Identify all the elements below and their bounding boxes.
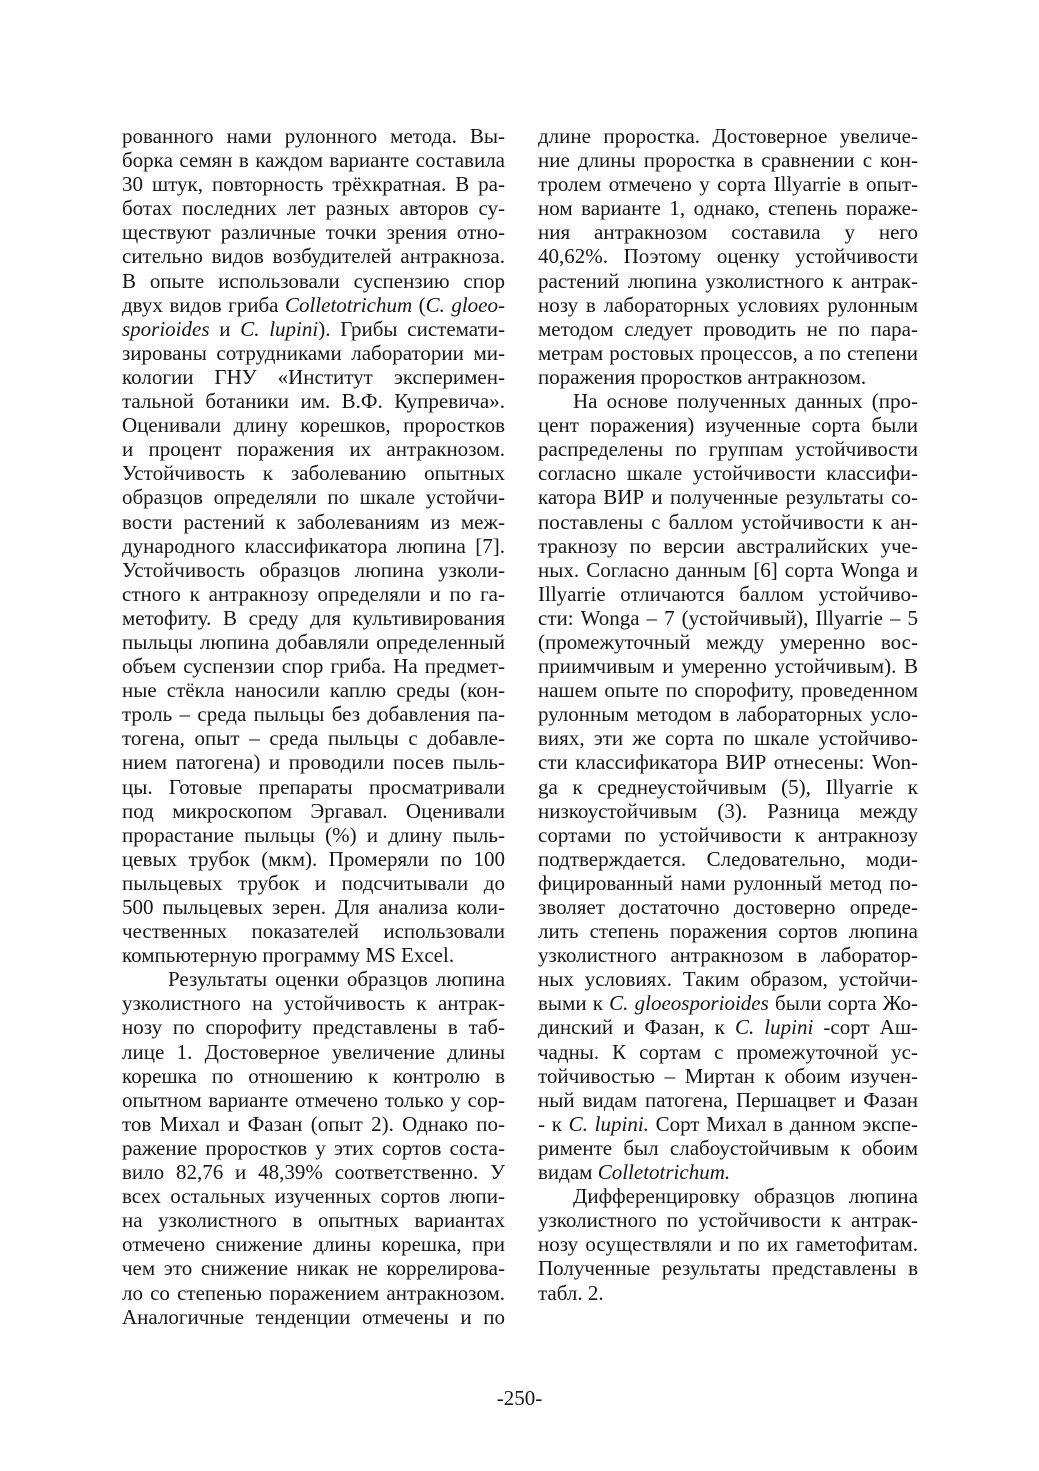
text-line [122,534,505,558]
text-line [122,606,505,630]
text-line [538,293,918,317]
text-line [538,1015,918,1039]
text-line [538,510,918,534]
text-line [122,1305,505,1329]
line-text: метофиту. В среду для культивирования [122,605,505,630]
line-text: Аналогичные тенденции отмечены и по [122,1304,505,1329]
text-line [122,991,505,1015]
line-text: узколистного антракнозом в лаборатор- [538,943,918,968]
line-text: узколистного на устойчивость к антрак- [122,991,505,1016]
italic-term: sporioides [122,316,210,341]
italic-term: Colletotrichum. [597,1160,731,1185]
text-line [122,1184,505,1208]
line-text: поражения проростков антракнозом. [538,364,867,389]
text-line [122,220,505,244]
text-line [122,148,505,172]
line-text: приимчивым и умеренно устойчивым). В [538,654,918,679]
text-fragment: - к [538,1111,569,1136]
line-text: согласно шкале устойчивости классифи- [538,461,918,486]
line-text: лице 1. Достоверное увеличение длины [122,1039,505,1064]
line-text: ло со степенью поражением антракнозом. [122,1280,505,1305]
text-line [538,196,918,220]
text-line [122,510,505,534]
line-text: длине проростка. Достоверное увеличе- [538,124,918,148]
line-text: 500 пыльцевых зерен. Для анализа коли- [122,895,505,919]
line-text: чем это снижение никак не коррелирова- [122,1256,505,1281]
line-text: ния антракнозом составила у него [538,220,918,245]
text-line [122,823,505,847]
line-text: рулонным методом в лабораторных усло- [538,702,918,727]
text-line [122,1281,505,1305]
line-text: ный видам патогена, Першацвет и Фазан [538,1087,918,1112]
text-line [122,244,505,268]
text-line [538,558,918,582]
paragraph-first-line [538,389,918,413]
text-line [122,1256,505,1280]
italic-term: C. lupini [240,316,319,341]
line-text: подтверждается. Следовательно, моди- [538,846,918,871]
line-text: тролем отмечено у сорта Illyarrie в опыт- [538,172,918,197]
text-line [122,317,505,341]
line-text: 40,62%. Поэтому оценку устойчивости [538,244,918,269]
paragraph-last-line [538,1160,918,1184]
line-text: растений люпина узколистного к антрак- [538,268,918,293]
line-text [538,1160,730,1184]
text-line [538,775,918,799]
line-text: тальной ботаники им. В.Ф. Купревича». [122,389,505,414]
line-text: табл. 2. [538,1280,604,1305]
line-text: нозу по спорофиту представлены в таб- [122,1015,505,1040]
text-line [538,919,918,943]
line-text: чадны. К сортам с промежуточной ус- [538,1039,918,1064]
text-line [538,148,918,172]
text-fragment: были сорта Жо- [768,991,918,1016]
text-line [122,895,505,919]
page-number: -250- [496,1386,543,1410]
text-line [122,196,505,220]
text-line [122,172,505,196]
text-line [122,1208,505,1232]
text-line [122,582,505,606]
line-text: Устойчивость к заболеванию опытных [122,461,505,486]
text-line [122,413,505,437]
text-line [538,582,918,606]
line-text: образцов определяли по шкале устойчи- [122,485,505,510]
text-line [122,775,505,799]
text-line [538,1088,918,1112]
italic-term: C. lupini. [568,1111,649,1136]
text-line [538,991,918,1015]
text-fragment: Сорт Михал в данном экспе- [648,1111,918,1136]
text-line [122,293,505,317]
line-text: поставлены с баллом устойчивости к ан- [538,509,918,534]
line-text: объем суспензии спор гриба. На предмет- [122,654,505,679]
line-text: опытном варианте отмечено только у сор- [122,1087,505,1112]
text-line [538,172,918,196]
text-line [122,630,505,654]
text-line [122,799,505,823]
paragraph-last-line [122,943,505,967]
line-text: Устойчивость образцов люпина узколи- [122,557,505,582]
text-fragment: ( [412,292,426,317]
line-text: метрам ростовых процессов, а по степени [538,340,918,365]
text-line [538,895,918,919]
line-text [538,991,918,1015]
line-text: ботах последних лет разных авторов су- [122,196,505,221]
text-line [122,341,505,365]
text-line [122,1064,505,1088]
line-text [122,317,505,341]
text-line [122,485,505,509]
text-line [122,1232,505,1256]
text-fragment: видам [538,1160,598,1185]
text-line [538,485,918,509]
text-line [538,823,918,847]
line-text: виях, эти же сорта по шкале устойчиво- [538,726,918,751]
line-text: и процент поражения их антракнозом. [122,437,505,462]
line-text: катора ВИР и полученные результаты со- [538,485,918,510]
text-line [538,750,918,774]
line-text: вило 82,76 и 48,39% соответственно. У [122,1160,505,1185]
line-text: кологии ГНУ «Институт эксперимен- [122,364,505,389]
line-text: нозу в лабораторных условиях рулонным [538,292,918,317]
line-text: Illyarrie отличаются баллом устойчиво- [538,581,918,606]
italic-term: C. gloeo- [425,292,505,317]
text-line [122,389,505,413]
text-line [538,1256,918,1280]
line-text: компьютерную программу MS Excel. [122,943,455,968]
line-text: под микроскопом Эргавал. Оценивали [122,798,505,823]
line-text: борка семян в каждом варианте составила [122,148,505,173]
line-text: нием патогена) и проводили посев пыль- [122,750,505,775]
text-line [122,1112,505,1136]
text-line [538,967,918,991]
text-line [122,702,505,726]
line-text: ражение проростков у этих сортов соста- [122,1135,505,1160]
text-line [538,1208,918,1232]
line-text: сортами по устойчивости к антракнозу [538,822,918,847]
line-text: ных. Согласно данным [6] сорта Wonga и [538,557,918,582]
line-text: сти классификатора ВИР отнесены: Won- [538,750,918,775]
line-text: зированы сотрудниками лаборатории ми- [122,340,505,365]
line-text: тов Михал и Фазан (опыт 2). Однако по- [122,1111,505,1136]
line-text: ga к среднеустойчивым (5), Illyarrie к [538,774,918,799]
text-line [122,1015,505,1039]
paragraph-last-line [538,1281,918,1305]
left-column [122,124,505,1329]
line-text: зволяет достаточно достоверно опреде- [538,895,918,919]
line-text: ных условиях. Таким образом, устойчи- [538,967,918,992]
line-text: чественных показателей использовали [122,919,505,944]
text-line [122,654,505,678]
line-text: Результаты оценки образцов люпина [168,967,505,992]
text-line [122,1040,505,1064]
text-line [538,341,918,365]
line-text: низкоустойчивым (3). Разница между [538,798,918,823]
text-fragment: двух видов гриба [122,292,285,317]
line-text: вости растений к заболеваниям из меж- [122,509,505,534]
paragraph-first-line [122,967,505,991]
line-text: ществуют различные точки зрения отно- [122,220,505,245]
line-text: пыльцевых трубок и подсчитывали до [122,870,505,895]
line-text: на узколистного в опытных вариантах [122,1208,505,1233]
line-text: методом следует проводить не по пара- [538,316,918,341]
line-text: тогена, опыт – среда пыльцы с добавле- [122,726,505,751]
text-line [538,437,918,461]
text-line [538,1040,918,1064]
text-line [122,871,505,895]
text-line [538,124,918,148]
text-line [538,799,918,823]
text-fragment: ). Грибы системати- [318,316,505,341]
text-line [122,558,505,582]
line-text: сти: Wonga – 7 (устойчивый), Illyarrie – 5 [538,605,918,630]
line-text: нашем опыте по спорофиту, проведенном [538,678,918,703]
line-text [538,1015,918,1039]
text-line [538,1136,918,1160]
text-line [538,244,918,268]
text-line [538,461,918,485]
line-text [538,1112,918,1136]
paragraph-first-line [538,1184,918,1208]
text-line [122,365,505,389]
italic-term: C. lupini [734,1015,814,1040]
text-line [122,437,505,461]
line-text: На основе полученных данных (про- [573,389,918,414]
line-text: всех остальных изученных сортов люпи- [122,1184,505,1209]
text-line [122,1088,505,1112]
text-line [122,1160,505,1184]
text-line [538,871,918,895]
line-text: троль – среда пыльцы без добавления па- [122,702,505,727]
line-text: цы. Готовые препараты просматривали [122,774,505,799]
text-line [122,461,505,485]
line-text: Дифференцировку образцов люпина [573,1184,918,1209]
text-line [538,630,918,654]
text-line [538,678,918,702]
line-text: рованного нами рулонного метода. Вы- [122,124,505,148]
line-text [122,293,505,317]
line-text: ные стёкла наносили каплю среды (кон- [122,678,505,703]
line-text: ние длины проростка в сравнении с кон- [538,148,918,173]
line-text: рименте был слабоустойчивым к обоим [538,1135,918,1160]
line-text: стного к антракнозу определяли и по га- [122,581,505,606]
line-text: дународного классификатора люпина [7]. [122,533,505,558]
line-text: (промежуточный между умеренно вос- [538,629,918,654]
line-text: отмечено снижение длины корешка, при [122,1232,505,1257]
line-text: фицированный нами рулонный метод по- [538,870,918,895]
text-line [538,943,918,967]
line-text: тойчивостью – Миртан к обоим изучен- [538,1063,918,1088]
line-text: тракнозу по версии австралийских уче- [538,533,918,558]
text-line [538,220,918,244]
line-text: сительно видов возбудителей антракноза. [122,244,505,269]
italic-term: C. gloeosporioides [609,991,769,1016]
text-fragment: -сорт Аш- [813,1015,919,1040]
paragraph-last-line [538,365,918,389]
line-text: лить степень поражения сортов люпина [538,919,918,944]
text-line [538,317,918,341]
text-line [122,726,505,750]
text-fragment: выми к [538,991,610,1016]
italic-term: Colletotrichum [284,292,413,317]
line-text: корешка по отношению к контролю в [122,1063,505,1088]
text-line [538,269,918,293]
line-text: 30 штук, повторность трёхкратная. В ра- [122,172,505,197]
text-line [538,534,918,558]
text-line [538,654,918,678]
line-text: Полученные результаты представлены в [538,1256,918,1281]
text-line [538,847,918,871]
text-fragment: динский и Фазан, к [538,1015,735,1040]
line-text: Оценивали длину корешков, проростков [122,413,505,438]
line-text: узколистного по устойчивости к антрак- [538,1208,918,1233]
text-line [538,726,918,750]
line-text: цевых трубок (мкм). Промеряли по 100 [122,846,505,871]
text-fragment: и [209,316,241,341]
line-text: распределены по группам устойчивости [538,437,918,462]
right-column [538,124,918,1305]
text-line [122,269,505,293]
text-line [122,678,505,702]
text-line [122,124,505,148]
line-text: В опыте использовали суспензию спор [122,268,505,293]
line-text: цент поражения) изученные сорта были [538,413,918,438]
text-line [538,1112,918,1136]
text-line [538,702,918,726]
line-text: нозу осуществляли и по их гаметофитам. [538,1232,918,1257]
line-text: пыльцы люпина добавляли определенный [122,629,505,654]
line-text: прорастание пыльцы (%) и длину пыль- [122,822,505,847]
text-line [538,1064,918,1088]
text-line [538,413,918,437]
text-line [122,847,505,871]
line-text: ном варианте 1, однако, степень пораже- [538,196,918,221]
text-line [538,1232,918,1256]
text-line [122,750,505,774]
text-line [122,919,505,943]
text-line [122,1136,505,1160]
text-line [538,606,918,630]
